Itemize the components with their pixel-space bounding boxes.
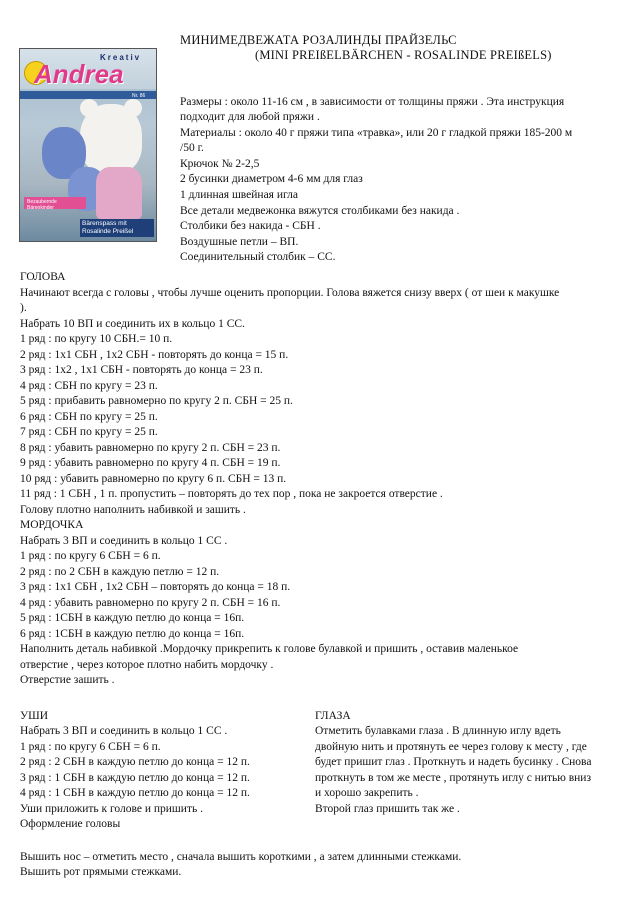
instruction-line: 8 ряд : убавить равномерно по кругу 2 п. СБН = 23 п.: [20, 442, 281, 454]
instruction-line: Второй глаз пришить так же .: [315, 803, 460, 815]
cover-teaser: Bezaubernde Bärenkinder: [24, 197, 86, 209]
instruction-line: 11 ряд : 1 СБН , 1 п. пропустить – повторять до тех пор , пока не закроется отверстие .: [20, 488, 443, 500]
section-heading: МОРДОЧКА: [20, 519, 84, 531]
instruction-line: 5 ряд : прибавить равномерно по кругу 2 п. СБН = 25 п.: [20, 395, 293, 407]
instruction-line: и хорошо закрепить .: [315, 787, 419, 799]
magazine-cover-image: [19, 48, 157, 242]
instruction-line: Набрать 3 ВП и соединить в кольцо 1 СС .: [20, 535, 228, 547]
instruction-line: 4 ряд : СБН по кругу = 23 п.: [20, 380, 158, 392]
intro-line: /50 г.: [180, 142, 204, 154]
intro-line: Все детали медвежонка вяжутся столбиками без накида .: [180, 205, 460, 217]
section-heading: УШИ: [20, 710, 49, 722]
instruction-line: 3 ряд : 1х2 , 1х1 СБН - повторять до конца = 23 п.: [20, 364, 263, 376]
intro-line: 2 бусинки диаметром 4-6 мм для глаз: [180, 173, 363, 185]
instruction-line: Отверстие зашить .: [20, 674, 115, 686]
instruction-line: 3 ряд : 1 СБН в каждую петлю до конца = 12 п.: [20, 772, 250, 784]
instruction-line: 4 ряд : 1 СБН в каждую петлю до конца = 12 п.: [20, 787, 250, 799]
intro-line: 1 длинная швейная игла: [180, 189, 298, 201]
instruction-line: Отметить булавками глаза . В длинную иглу вдеть: [315, 725, 561, 737]
pink-dress-figure: [96, 167, 142, 219]
instruction-line: 1 ряд : по кругу 10 СБН.= 10 п.: [20, 333, 173, 345]
instruction-line: 9 ряд : убавить равномерно по кругу 4 п. СБН = 19 п.: [20, 457, 281, 469]
instruction-line: Вышить нос – отметить место , сначала вышить короткими , а затем длинными стежками.: [20, 851, 462, 863]
intro-line: Соединительный столбик – СС.: [180, 251, 336, 263]
instruction-line: 5 ряд : 1СБН в каждую петлю до конца = 16п.: [20, 612, 245, 624]
instruction-line: Оформление головы: [20, 818, 121, 830]
instruction-line: проткнуть в том же месте , протянуть иглу с нитью вниз: [315, 772, 591, 784]
intro-line: Столбики без накида - СБН .: [180, 220, 321, 232]
instruction-line: Наполнить деталь набивкой .Мордочку прикрепить к голове булавкой и пришить , оставив маленькое: [20, 643, 519, 655]
instruction-line: Начинают всегда с головы , чтобы лучше оценить пропорции. Голова вяжется снизу вверх ( от шеи к макушке: [20, 287, 560, 299]
instruction-line: Уши приложить к голове и пришить .: [20, 803, 203, 815]
instruction-line: 6 ряд : СБН по кругу = 25 п.: [20, 411, 158, 423]
intro-line: подходит для любой пряжи .: [180, 111, 320, 123]
instruction-line: 1 ряд : по кругу 6 СБН = 6 п.: [20, 550, 161, 562]
section-heading: ГОЛОВА: [20, 271, 66, 283]
instruction-line: Набрать 10 ВП и соединить их в кольцо 1 СС.: [20, 318, 245, 330]
intro-line: Размеры : около 11-16 см , в зависимости от толщины пряжи . Эта инструкция: [180, 96, 565, 108]
instruction-line: ).: [20, 302, 27, 314]
intro-line: Крючок № 2-2,5: [180, 158, 260, 170]
instruction-line: отверстие , через которое плотно набить мордочку .: [20, 659, 274, 671]
instruction-line: Голову плотно наполнить набивкой и зашить .: [20, 504, 246, 516]
cover-kreativ-label: Kreativ: [100, 53, 142, 62]
instruction-line: 3 ряд : 1х1 СБН , 1х2 СБН – повторять до конца = 18 п.: [20, 581, 291, 593]
instruction-line: двойную нить и протянуть ее через голову к месту , где: [315, 741, 587, 753]
instruction-line: 6 ряд : 1СБН в каждую петлю до конца = 16п.: [20, 628, 245, 640]
instruction-line: Набрать 3 ВП и соединить в кольцо 1 СС .: [20, 725, 228, 737]
instruction-line: 10 ряд : убавить равномерно по кругу 6 п. СБН = 13 п.: [20, 473, 287, 485]
instruction-line: 4 ряд : убавить равномерно по кругу 2 п. СБН = 16 п.: [20, 597, 281, 609]
instruction-line: 2 ряд : по 2 СБН в каждую петлю = 12 п.: [20, 566, 220, 578]
cover-caption: Bärenspass mit Rosalinde Preißel: [80, 219, 154, 237]
section-heading: ГЛАЗА: [315, 710, 351, 722]
page-title: МИНИМЕДВЕЖАТА РОЗАЛИНДЫ ПРАЙЗЕЛЬС: [180, 33, 457, 47]
instruction-line: будет пришит глаз . Проткнуть и надеть бусинку . Снова: [315, 756, 592, 768]
instruction-line: 1 ряд : по кругу 6 СБН = 6 п.: [20, 741, 161, 753]
instruction-line: Вышить рот прямыми стежками.: [20, 866, 182, 878]
page-subtitle: (MINI PREIßELBÄRCHEN - ROSALINDE PREIßELS): [255, 48, 552, 62]
instruction-line: 2 ряд : 1х1 СБН , 1х2 СБН - повторять до конца = 15 п.: [20, 349, 289, 361]
instruction-line: 7 ряд : СБН по кругу = 25 п.: [20, 426, 158, 438]
intro-line: Воздушные петли – ВП.: [180, 236, 299, 248]
white-bear-figure: [80, 104, 142, 174]
intro-line: Материалы : около 40 г пряжи типа «травка», или 20 г гладкой пряжи 185-200 м: [180, 127, 573, 139]
instruction-line: 2 ряд : 2 СБН в каждую петлю до конца = 12 п.: [20, 756, 250, 768]
cover-masthead: Andrea: [34, 59, 124, 89]
cover-issue: Nr. 86: [132, 93, 146, 99]
